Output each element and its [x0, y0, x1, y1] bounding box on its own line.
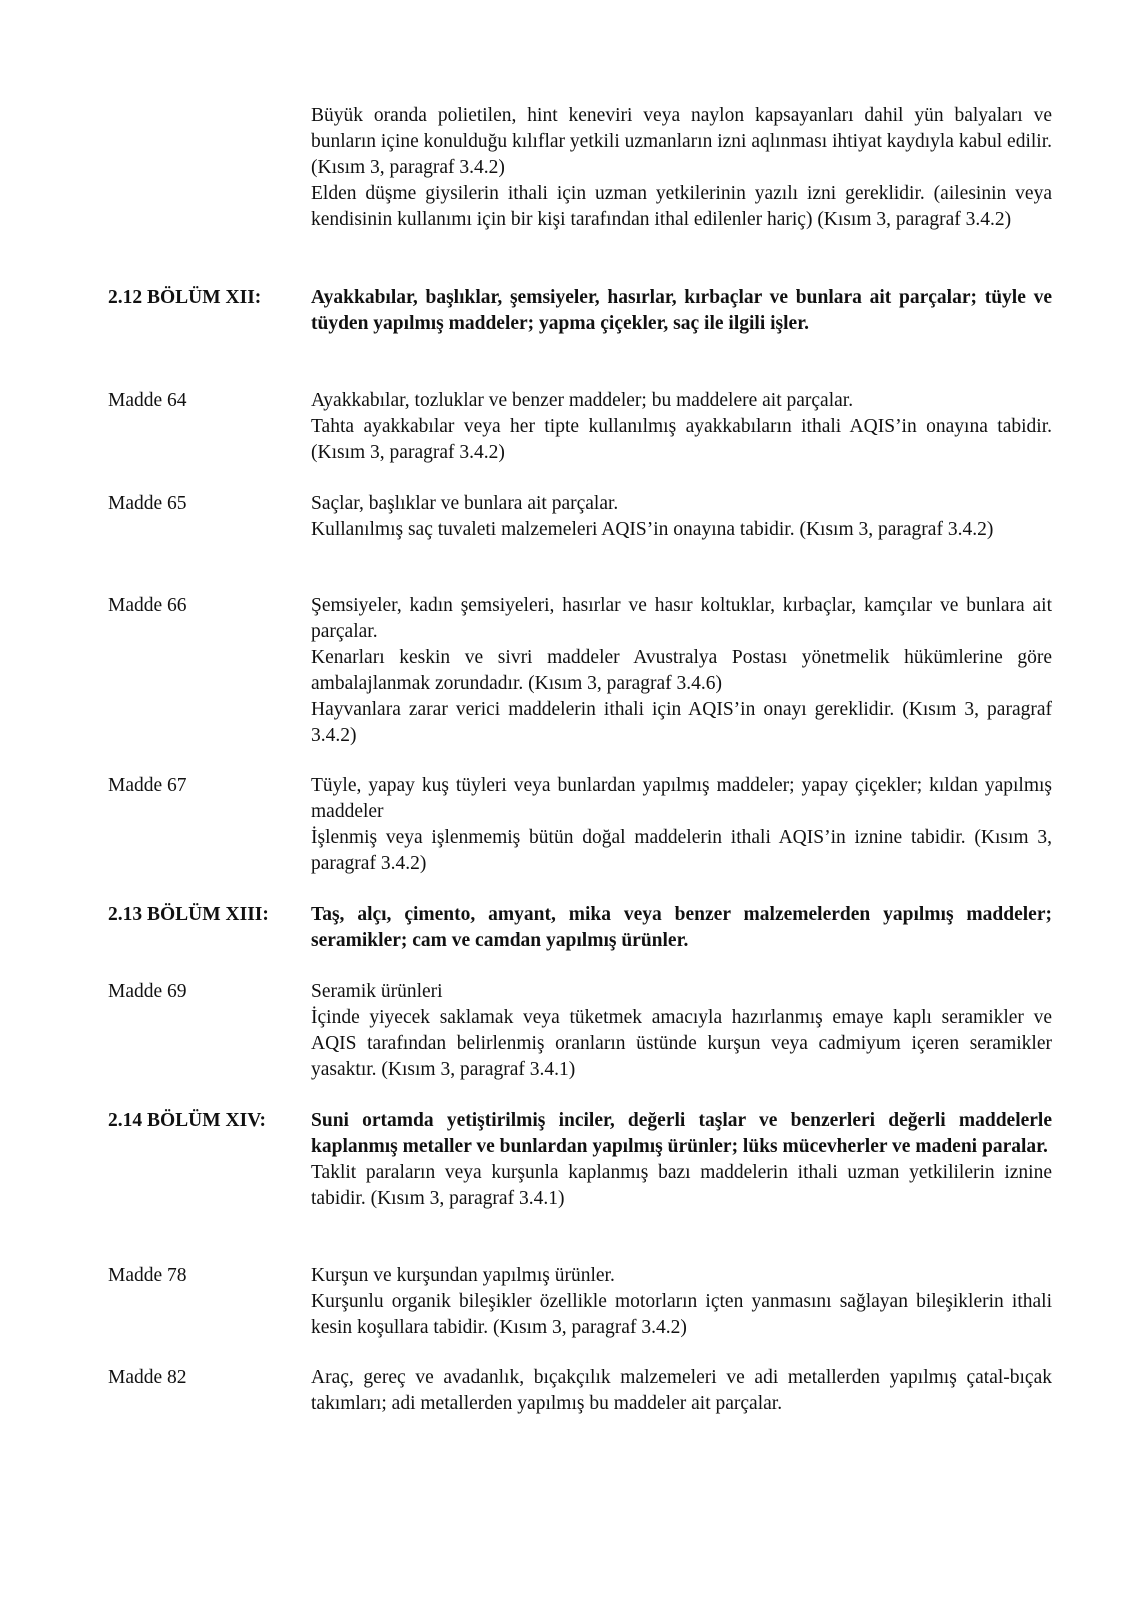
article-label: Madde 82 [108, 1367, 187, 1388]
article-text: Saçlar, başlıklar ve bunlara ait parçalar. [311, 493, 619, 514]
section-number: 2.13 BÖLÜM XIII: [108, 904, 269, 925]
section-note: Taklit paraların veya kurşunla kaplanmış bazı maddelerin ithali uzman yetkililerin iznine tabidir. (Kısım 3, paragraf 3.4.1) [311, 1162, 1052, 1209]
section-number: 2.14 BÖLÜM XIV: [108, 1110, 266, 1131]
article-text: Kenarları keskin ve sivri maddeler Avustralya Postası yönetmelik hükümlerine göre ambalajlanmak zorundadır. (Kısım 3, paragraf 3.4.6) [311, 647, 1052, 694]
article-text: İçinde yiyecek saklamak veya tüketmek amacıyla hazırlanmış emaye kaplı seramikler ve AQIS tarafından belirlenmiş oranların üstünde kurşun veya cadmiyum içeren seramikler yasaktır. (Kısım 3, paragraf 3.4.1) [311, 1007, 1052, 1080]
article-text: Kullanılmış saç tuvaleti malzemeleri AQIS’in onayına tabidir. (Kısım 3, paragraf 3.4.2) [311, 519, 994, 540]
article-label: Madde 78 [108, 1265, 187, 1286]
section-title: Taş, alçı, çimento, amyant, mika veya benzer malzemelerden yapılmış maddeler; seramikler; cam ve camdan yapılmış ürünler. [311, 904, 1052, 951]
article-label: Madde 65 [108, 493, 187, 514]
article-text: Ayakkabılar, tozluklar ve benzer maddeler; bu maddelere ait parçalar. [311, 390, 854, 411]
intro-paragraph: Büyük oranda polietilen, hint keneviri veya naylon kapsayanları dahil yün balyaları ve bunların içine konulduğu kılıflar yetkili uzmanların izni aqlınması ihtiyat kaydıyla kabul edilir. (Kısım 3, paragraf 3.4.2) [311, 105, 1052, 178]
section-title: Suni ortamda yetiştirilmiş inciler, değerli taşlar ve benzerleri değerli maddelerle kaplanmış metaller ve bunlardan yapılmış ürünler; lüks mücevherler ve madeni paralar. [311, 1110, 1052, 1157]
article-text: İşlenmiş veya işlenmemiş bütün doğal maddelerin ithali AQIS’in iznine tabidir. (Kısım 3, paragraf 3.4.2) [311, 827, 1052, 874]
article-text: Seramik ürünleri [311, 981, 443, 1002]
article-text: Şemsiyeler, kadın şemsiyeleri, hasırlar ve hasır koltuklar, kırbaçlar, kamçılar ve bunlara ait parçalar. [311, 595, 1052, 642]
article-label: Madde 64 [108, 390, 187, 411]
article-label: Madde 66 [108, 595, 187, 616]
intro-paragraph: Elden düşme giysilerin ithali için uzman yetkilerinin yazılı izni gereklidir. (ailesinin veya kendisinin kullanımı için bir kişi tarafından ithal edilenler hariç) (Kısım 3, paragraf 3.4.2) [311, 183, 1052, 230]
article-label: Madde 69 [108, 981, 187, 1002]
section-number: 2.12 BÖLÜM XII: [108, 287, 262, 308]
article-text: Hayvanlara zarar verici maddelerin ithali için AQIS’in onayı gereklidir. (Kısım 3, paragraf 3.4.2) [311, 699, 1052, 746]
article-text: Tahta ayakkabılar veya her tipte kullanılmış ayakkabıların ithali AQIS’in onayına tabidir. (Kısım 3, paragraf 3.4.2) [311, 416, 1052, 463]
article-text: Kurşun ve kurşundan yapılmış ürünler. [311, 1265, 615, 1286]
article-text: Tüyle, yapay kuş tüyleri veya bunlardan yapılmış maddeler; yapay çiçekler; kıldan yapılmış maddeler [311, 775, 1052, 822]
article-label: Madde 67 [108, 775, 187, 796]
section-title: Ayakkabılar, başlıklar, şemsiyeler, hasırlar, kırbaçlar ve bunlara ait parçalar; tüyle ve tüyden yapılmış maddeler; yapma çiçekler, saç ile ilgili işler. [311, 287, 1052, 334]
article-text: Kurşunlu organik bileşikler özellikle motorların içten yanmasını sağlayan bileşiklerin ithali kesin koşullara tabidir. (Kısım 3, paragraf 3.4.2) [311, 1291, 1052, 1338]
article-text: Araç, gereç ve avadanlık, bıçakçılık malzemeleri ve adi metallerden yapılmış çatal-bıçak takımları; adi metallerden yapılmış bu maddeler ait parçalar. [311, 1367, 1052, 1414]
